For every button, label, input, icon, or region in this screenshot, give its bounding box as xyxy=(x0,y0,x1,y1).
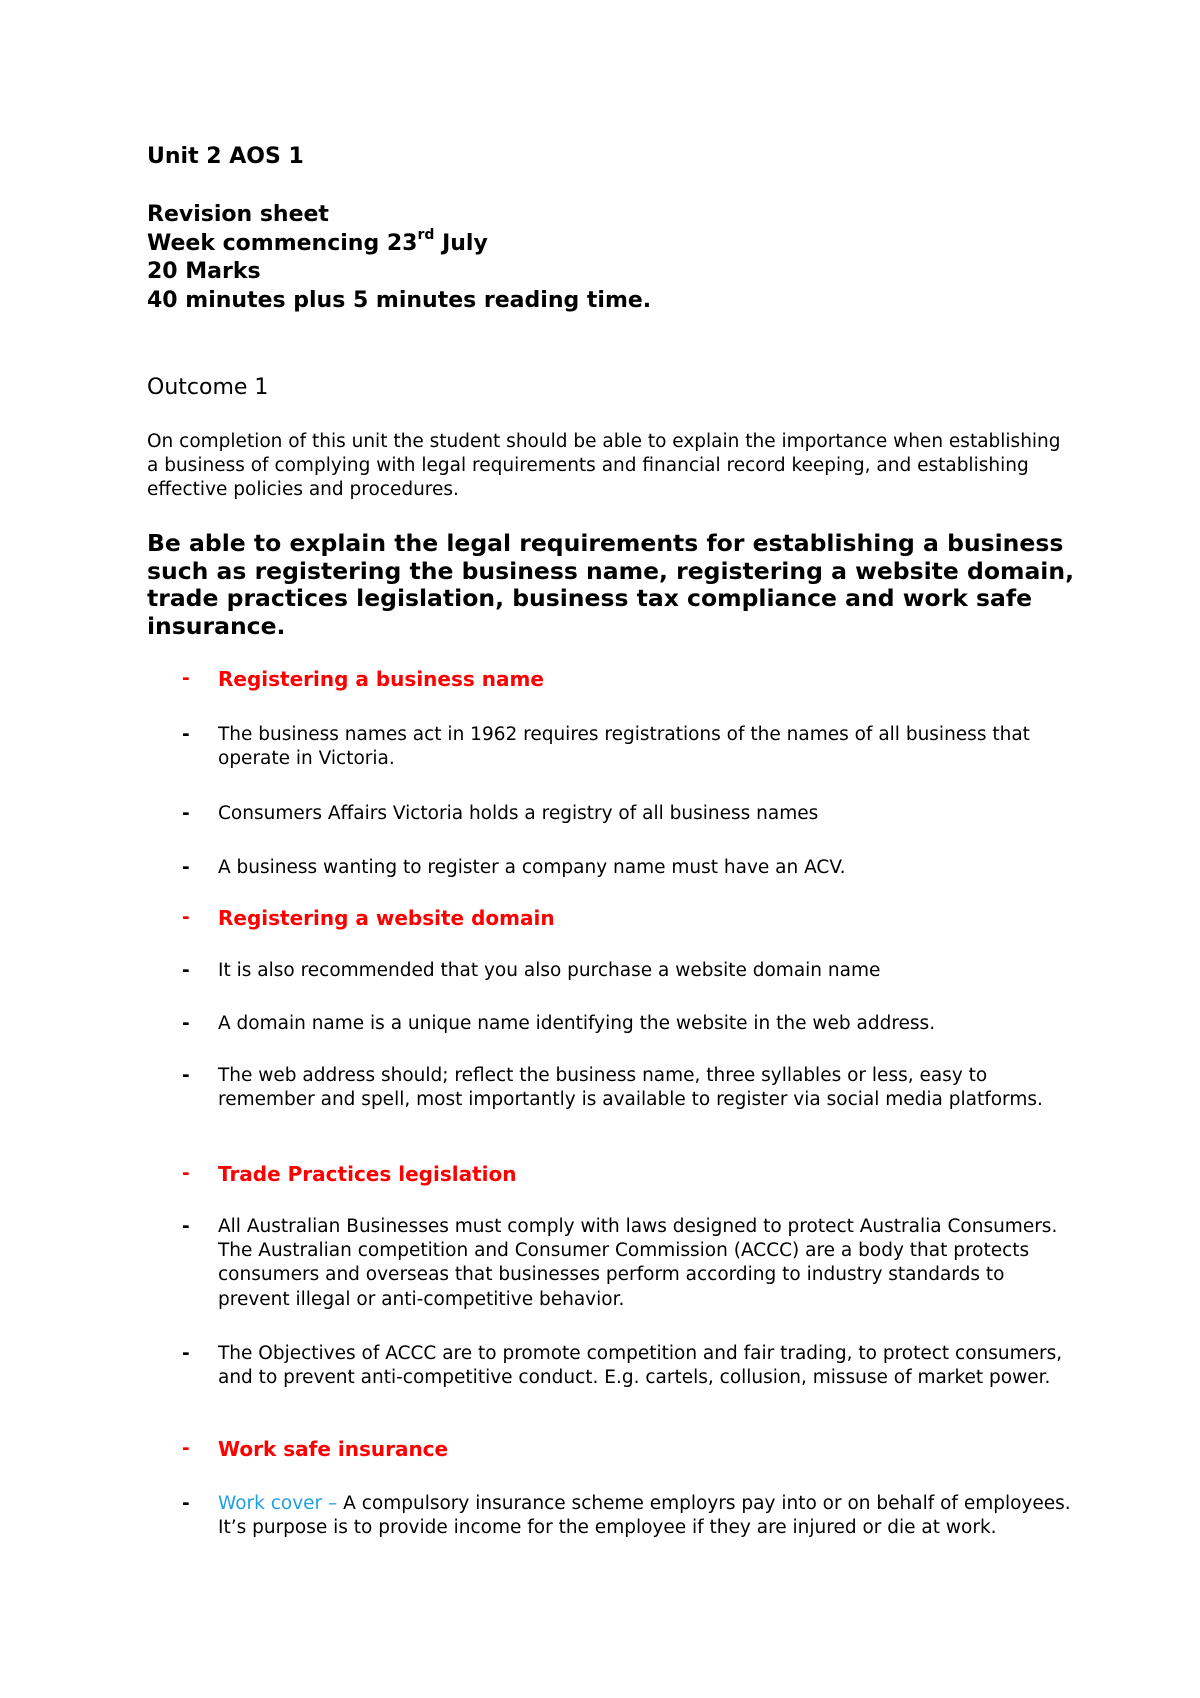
list-item-section-title: Trade Practices legislation xyxy=(218,1162,517,1186)
bullet-dash: - xyxy=(182,1343,190,1364)
list-item-text: Consumers Affairs Victoria holds a registry of all business names xyxy=(218,803,819,824)
exam-details xyxy=(147,201,651,315)
bullet-dash: - xyxy=(182,1216,190,1237)
list-item-text: A business wanting to register a company name must have an ACV. xyxy=(218,857,846,878)
section-heading: Be able to explain the legal requirements for establishing a business such as registering the business name, registering a website domain, trade practices legislation, business tax compliance and work safe insurance. xyxy=(147,529,1075,640)
list-item-section-title: Registering a website domain xyxy=(218,906,555,930)
document-title: Unit 2 AOS 1 xyxy=(147,144,304,169)
list-item-text: All Australian Businesses must comply with laws designed to protect Australia Consumers. The Australian competition and Consumer Commission (ACCC) are a body that protects consumers and overseas that businesses perform according to industry standards to prevent illegal or anti-competitive behavior. xyxy=(218,1216,1058,1310)
bullet-dash: - xyxy=(182,857,190,878)
revision-sheet-label: Revision sheet xyxy=(147,202,329,227)
list-item-section-title: Work safe insurance xyxy=(218,1437,449,1461)
bullet-dash: - xyxy=(182,803,190,824)
list-item-text: The web address should; reflect the business name, three syllables or less, easy to remember and spell, most importantly is available to register via social media platforms. xyxy=(218,1065,1043,1111)
time-label: 40 minutes plus 5 minutes reading time. xyxy=(147,287,652,313)
work-cover-term: Work cover – xyxy=(218,1493,338,1514)
list-item-text: The Objectives of ACCC are to promote competition and fair trading, to protect consumers, and to prevent anti-competitive conduct. E.g. cartels, collusion, missuse of market power. xyxy=(218,1343,1063,1389)
week-commencing-label: Week commencing 23rd July xyxy=(147,227,488,256)
bullet-dash: - xyxy=(182,1065,190,1086)
marks-label: 20 Marks xyxy=(147,259,261,284)
list-item-section-title: Registering a business name xyxy=(218,667,544,691)
bullet-dash: - xyxy=(182,724,190,745)
list-item-text xyxy=(218,1492,1073,1540)
bullet-dash: - xyxy=(182,1438,190,1459)
bullet-dash: - xyxy=(182,1013,190,1034)
outcome-description: On completion of this unit the student should be able to explain the importance when establishing a business of complying with legal requirements and financial record keeping, and establishing effective policies and procedures. xyxy=(147,431,1061,501)
bullet-dash: - xyxy=(182,1163,190,1184)
bullet-dash: - xyxy=(182,960,190,981)
list-item-text: The business names act in 1962 requires registrations of the names of all business that operate in Victoria. xyxy=(218,724,1030,770)
work-cover-definition: A compulsory insurance scheme employrs pay into or on behalf of employees. It’s purpose is to provide income for the employee if they are injured or die at work. xyxy=(218,1493,1071,1539)
bullet-dash: - xyxy=(182,1493,190,1514)
outcome-title: Outcome 1 xyxy=(147,375,269,400)
bullet-dash: - xyxy=(182,907,190,928)
list-item-text: It is also recommended that you also purchase a website domain name xyxy=(218,960,881,981)
bullet-dash: - xyxy=(182,668,190,689)
list-item-text: A domain name is a unique name identifying the website in the web address. xyxy=(218,1013,936,1034)
